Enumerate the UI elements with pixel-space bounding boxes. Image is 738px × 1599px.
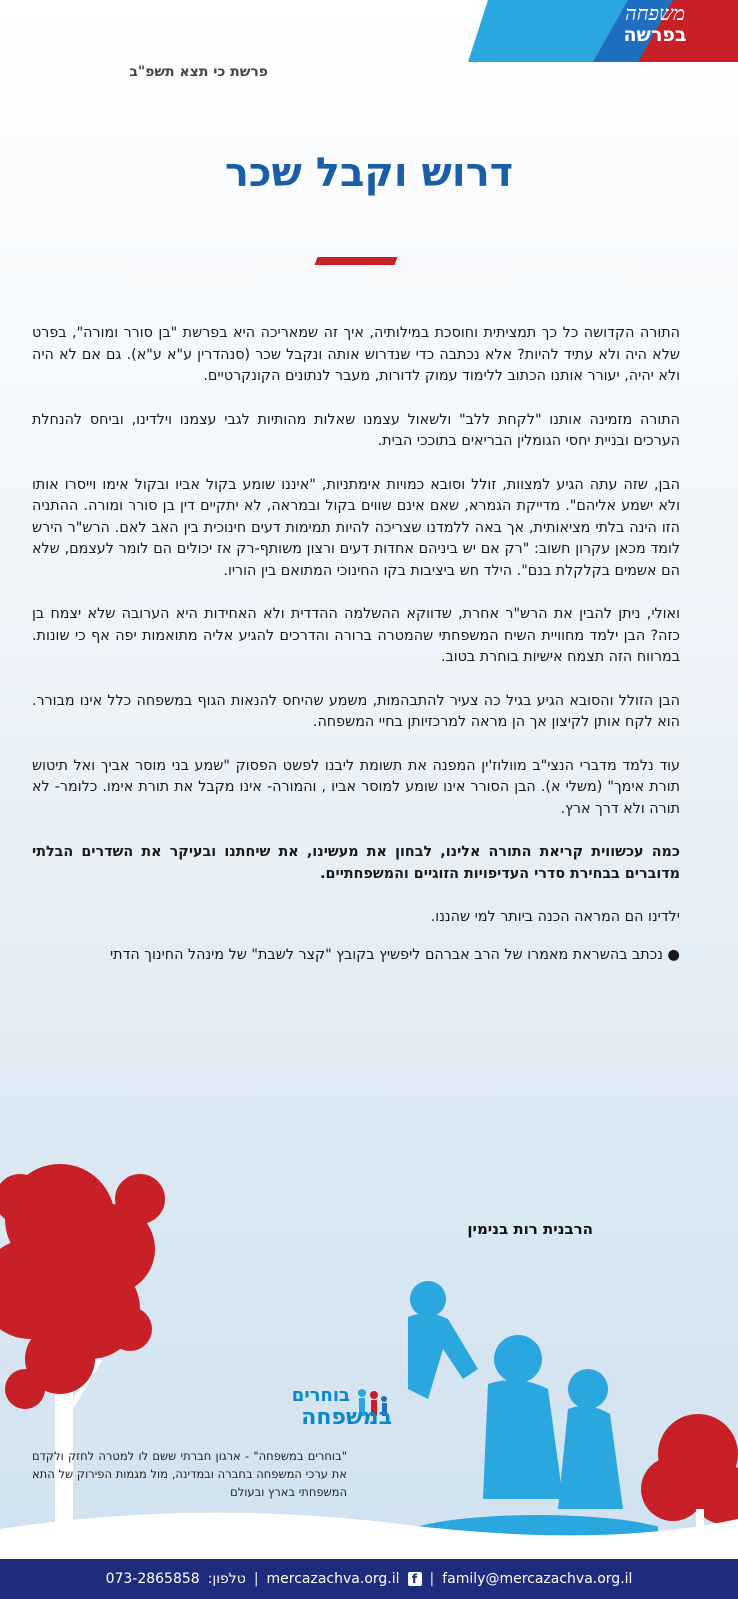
phone-label: טלפון: [207,1571,246,1587]
paragraph-2: התורה מזמינה אותנו "לקחת ללב" ולשאול עצמנו שאלות מהותיות לגבי עצמנו וילדינו, וביחס להנחלת הערכים ובניית יחסי הגומלין הבריאים בתוככי הבית. [32,411,680,449]
paragraph-3: הבן, שזה עתה הגיע למצוות, זולל וסובא כמויות אימתניות, "איננו שומע בקול אביו ובקול אימו וייסרו אותו ולא ישמע אליהם". מדייקת הגמרא, שאם אינם שווים בקול ובמראה, לא יתקיים דין בן סורר ומורה. ההתניה הזו הינה בלתי מציאותית, אך באה ללמדנו שצריכה להיות תמימות דעים חינוכית בין האב לאם. הרש"ר הירש לומד מכאן עקרון חשוב: "רק אם יש ביניהם אחדות דעים ורצון משותף-רק אז יכולים הם לומר לעצמם, שלא הם אשמים בקלקלת בנם". הילד חש ביציבות בקו החינוכי המתואם בין הוריו. [32,476,680,579]
brand-line2: בפרשה [623,24,687,46]
facebook-icon[interactable]: f [408,1572,422,1586]
org-logo-line2: במשפחה [301,1405,392,1430]
parasha-label: פרשת כי תצא תשפ"ב [129,64,268,80]
footer-separator: | [429,1571,435,1587]
email-link[interactable]: family@mercazachva.org.il [442,1571,633,1587]
page-title: דרוש וקבל שכר [224,150,514,196]
contact-footer [0,1559,738,1599]
footer-separator: | [253,1571,259,1587]
author-signature: הרבנית רות בנימין [467,1220,593,1238]
article-body [32,323,680,988]
paragraph-1: התורה הקדושה כל כך תמציתית וחוסכת במילותיה, איך זה שמאריכה היא בפרשת "בן סורר ומורה", בפרט שלא היה ולא עתיד להיות? אלא נכתבה כדי שנדרוש אותה ונקבל שכר (סנהדרין ע"א ע"א). גם אם לא היה ולא יהיה, יעורר אותנו הכתוב ללימוד עמוק לדורות, מעבר לנתונים הקונקרטיים. [32,325,680,384]
source-note: ● נכתב בהשראת מאמרו של הרב אברהם ליפשיץ בקובץ "קצר לשבת" של מינהל החינוך הדתי [109,946,680,963]
phone-number[interactable]: 073-2865858 [105,1571,200,1587]
org-description: "בוחרים במשפחה" - ארגון חברתי ששם לו למטרה לחזק ולקדם את ערכי המשפחה בחברה ובמדינה, מול מגמות הפירוק של התא המשפחתי בארץ ובעולם [32,1449,347,1499]
paragraph-5: הבן הזולל והסובא הגיע בגיל כה צעיר להתבהמות, משמע שהיחס להנאות הגוף במשפחה כלל אינו מבורר. הוא לקח אותן לקיצון אך הן מראה למרכזיותן בחיי המשפחה. [32,692,680,730]
paragraph-4: ואולי, ניתן להבין את הרש"ר אחרת, שדווקא ההשלמה ההדדית ולא האחידות היא הערובה שלא יצמח בן כזה? הבן ילמד מחוויית השיח המשפחתי שהמטרה ברורה והדרכים להגיע אליה מתואמות יפה אף כי שונות. במרווח הזה תצמח אישיות בוחרת בטוב. [32,606,680,665]
org-logo [252,1385,392,1435]
paragraph-6: עוד נלמד מדברי הנצי"ב מוולוז'ין המפנה את תשומת ליבנו לפשט הפסוק "שמע בני מוסר אביך ואל תיטוש תורת אימך" (משלי א). הבן הסורר אינו שומע למוסר אביו , והמורה- אינו מקבל את תורת אימו. כלומר- לא תורה ולא דרך ארץ. [32,757,680,817]
closing-line: ילדינו הם המראה הכנה ביותר למי שהננו. [430,909,680,925]
org-logo-line1: בוחרים [291,1385,350,1406]
website-link[interactable]: mercazachva.org.il [266,1571,400,1587]
title-underline [315,257,398,265]
bold-paragraph: כמה עכשווית קריאת התורה אלינו, לבחון את מעשינו, את שיחתנו ובעיקר את השדרים הבלתי מדוברים בבחירת סדרי העדיפויות הזוגיים והמשפחתיים. [32,844,680,882]
brand-line1: משפחה [624,1,686,25]
brand-logo [600,2,710,46]
